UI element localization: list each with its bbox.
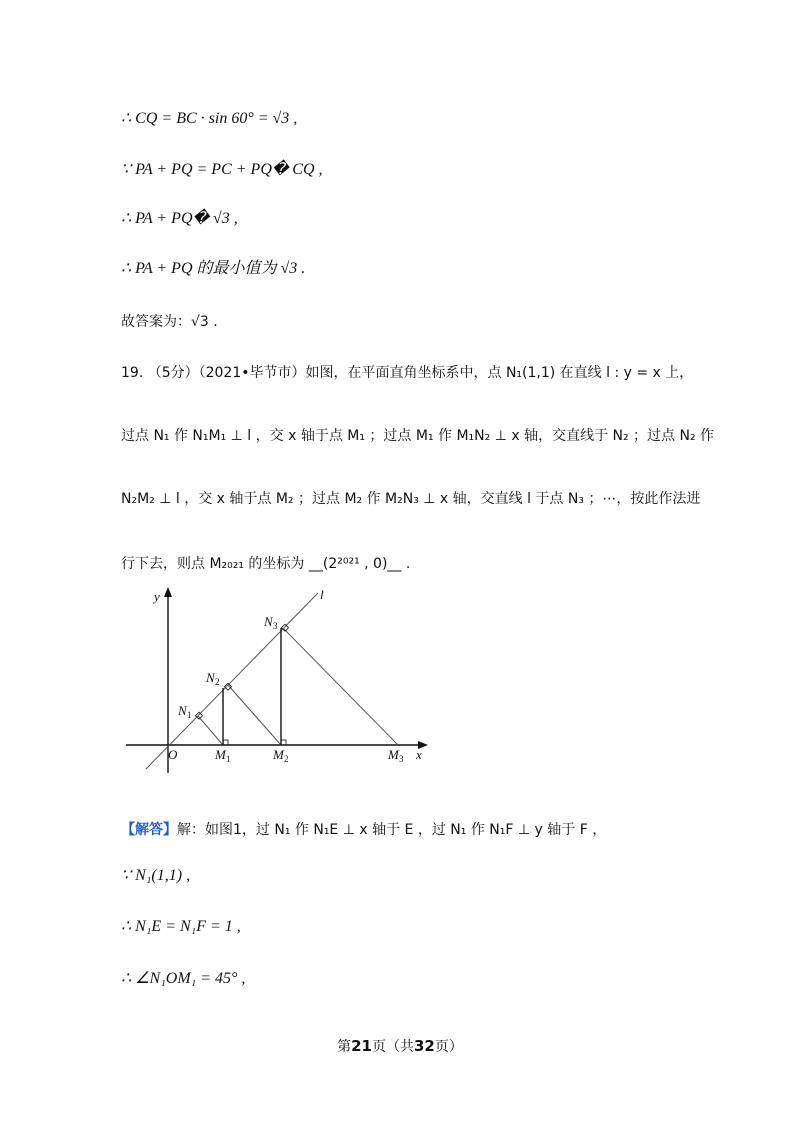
right-angle-m1-icon <box>223 740 228 745</box>
x-label: x <box>416 747 422 762</box>
footer-total-pages: 32 <box>414 1037 435 1055</box>
m3-label: M <box>388 747 399 762</box>
m1-label: M <box>215 747 226 762</box>
n3-label: N <box>264 614 273 629</box>
solution-step-2: ∴ N₁E = N₁F = 1 , <box>121 918 241 935</box>
solution-step-3: ∴ ∠N₁OM₁ = 45° , <box>121 970 246 987</box>
coordinate-figure <box>118 585 428 775</box>
m1-sub: 1 <box>226 754 231 764</box>
footer-page-number: 21 <box>351 1037 372 1055</box>
question-line-4: 行下去，则点 M₂₀₂₁ 的坐标为 __(2²⁰²¹ , 0)__ . <box>121 556 411 572</box>
question-line-1: 19. （5分）（2021•毕节市）如图，在平面直角坐标系中，点 N₁(1,1) 在直线 l : y = x 上， <box>121 365 694 381</box>
m2-label: M <box>273 747 284 762</box>
m2-sub: 2 <box>284 754 289 764</box>
solution-line-3: ∴ PA + PQ� √3 , <box>121 210 238 227</box>
n2-sub: 2 <box>215 677 220 687</box>
solution-line-4: ∴ PA + PQ 的最小值为 √3 . <box>121 260 306 277</box>
m3-sub: 3 <box>399 754 404 764</box>
solution-line-2: ∵ PA + PQ = PC + PQ� CQ , <box>121 161 323 178</box>
solution-intro-line <box>121 818 606 841</box>
answer-line: 故答案为：√3 . <box>121 314 218 330</box>
segment-n3m3 <box>284 629 398 745</box>
solution-intro-text: 解：如图1，过 N₁ 作 N₁E ⊥ x 轴于 E ，过 N₁ 作 N₁F ⊥ y 轴于 F ， <box>177 822 607 838</box>
segment-n2m2 <box>228 685 281 745</box>
footer-suffix: 页） <box>434 1039 463 1055</box>
right-angle-n2-icon <box>224 683 231 690</box>
footer-prefix: 第 <box>337 1039 352 1055</box>
y-label: y <box>154 589 160 604</box>
y-axis-arrow-icon <box>164 587 172 597</box>
n1-label: N <box>178 703 187 718</box>
analysis-tag: 【解答】 <box>121 822 177 838</box>
solution-step-1: ∵ N₁(1,1) , <box>121 867 191 884</box>
l-label: l <box>320 587 324 602</box>
n3-sub: 3 <box>273 621 278 631</box>
solution-line-1: ∴ CQ = BC · sin 60° = √3 , <box>121 110 298 127</box>
n2-label: N <box>206 670 215 685</box>
right-angle-m2-icon <box>281 740 286 745</box>
segment-n1m1 <box>198 716 223 745</box>
line-l <box>146 593 318 769</box>
n1-sub: 1 <box>187 710 192 720</box>
question-line-3: N₂M₂ ⊥ l ，交 x 轴于点 M₂ ；过点 M₂ 作 M₂N₃ ⊥ x 轴，交直线 l 于点 N₃ ；⋯，按此作法进 <box>121 491 701 507</box>
footer-mid: 页（共 <box>372 1039 414 1055</box>
page-footer <box>0 1036 800 1056</box>
origin-label: O <box>168 747 178 762</box>
right-angle-n1-icon <box>195 712 202 719</box>
question-line-2: 过点 N₁ 作 N₁M₁ ⊥ l ，交 x 轴于点 M₁ ；过点 M₁ 作 M₁N₂ ⊥ x 轴，交直线于 N₂ ；过点 N₂ 作 <box>121 428 715 444</box>
